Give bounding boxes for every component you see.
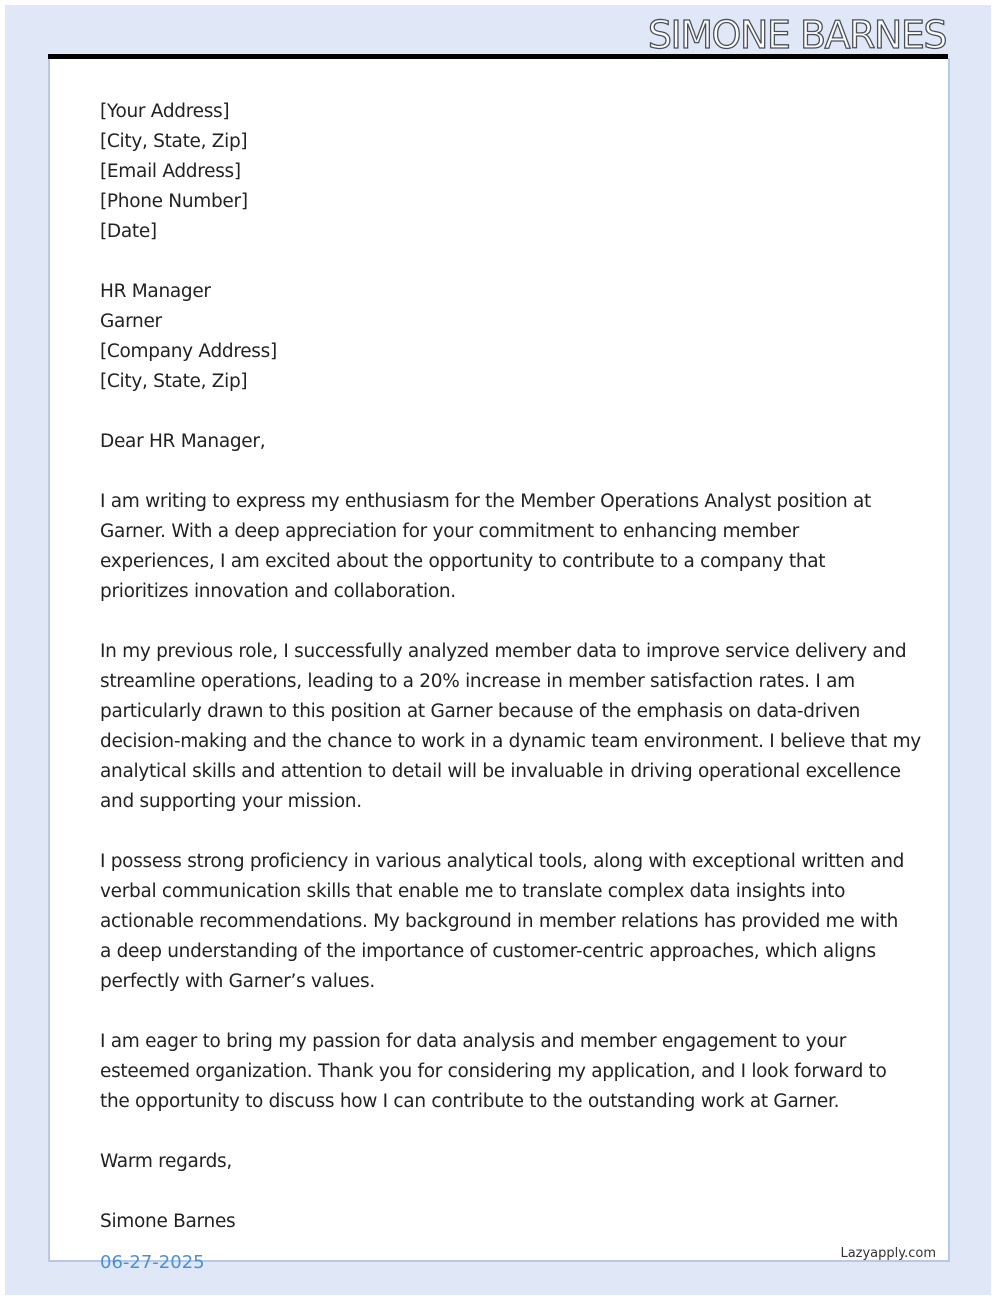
spacer — [100, 397, 900, 427]
paragraph-3 — [100, 847, 905, 997]
sender-address: [Your Address] — [100, 101, 230, 122]
paragraph-line: prioritizes innovation and collaboration. — [100, 581, 456, 602]
paragraph-line: verbal communication skills that enable me to translate complex data insights into — [100, 881, 846, 902]
paragraph-line: experiences, I am excited about the opportunity to contribute to a company that — [100, 551, 826, 572]
recipient-title: HR Manager — [100, 281, 211, 302]
sender-date: [Date] — [100, 221, 157, 242]
footer-date: 06-27-2025 — [100, 1252, 205, 1273]
paragraph-line: In my previous role, I successfully analyzed member data to improve service delivery and — [100, 641, 907, 662]
paragraph-2 — [100, 637, 921, 817]
sender-phone: [Phone Number] — [100, 191, 248, 212]
spacer — [100, 607, 900, 637]
applicant-name-header: SIMONE BARNES — [647, 13, 946, 57]
paragraph-line: a deep understanding of the importance of customer-centric approaches, which aligns — [100, 941, 876, 962]
recipient-company: Garner — [100, 311, 162, 332]
paragraph-line: particularly drawn to this position at Garner because of the emphasis on data-driven — [100, 701, 861, 722]
sender-email: [Email Address] — [100, 161, 241, 182]
paragraph-line: actionable recommendations. My background in member relations has provided me with — [100, 911, 899, 932]
paragraph-line: the opportunity to discuss how I can contribute to the outstanding work at Garner. — [100, 1091, 840, 1112]
recipient-address: [Company Address] — [100, 341, 277, 362]
paragraph-line: and supporting your mission. — [100, 791, 362, 812]
paragraph-line: perfectly with Garner’s values. — [100, 971, 375, 992]
paragraph-line: analytical skills and attention to detail will be invaluable in driving operational excellence — [100, 761, 901, 782]
recipient-block — [100, 277, 900, 397]
paragraph-line: I am writing to express my enthusiasm for the Member Operations Analyst position at — [100, 491, 871, 512]
paragraph-line: decision-making and the chance to work in a dynamic team environment. I believe that my — [100, 731, 921, 752]
closing: Warm regards, — [100, 1151, 232, 1172]
paragraph-line: I am eager to bring my passion for data analysis and member engagement to your — [100, 1031, 847, 1052]
spacer — [100, 1177, 900, 1207]
paragraph-4 — [100, 1027, 900, 1117]
brand-link[interactable]: Lazyapply.com — [840, 1246, 936, 1261]
recipient-city-state-zip: [City, State, Zip] — [100, 371, 248, 392]
spacer — [100, 1117, 900, 1147]
sender-city-state-zip: [City, State, Zip] — [100, 131, 248, 152]
spacer — [100, 997, 900, 1027]
paragraph-line: I possess strong proficiency in various analytical tools, along with exceptional written and — [100, 851, 905, 872]
spacer — [100, 817, 900, 847]
paragraph-1 — [100, 487, 900, 607]
paragraph-line: streamline operations, leading to a 20% increase in member satisfaction rates. I am — [100, 671, 855, 692]
signature: Simone Barnes — [100, 1211, 236, 1232]
spacer — [100, 457, 900, 487]
spacer — [100, 247, 900, 277]
sender-block — [100, 97, 900, 247]
salutation: Dear HR Manager, — [100, 431, 266, 452]
cover-letter-body — [100, 97, 921, 1237]
paragraph-line: esteemed organization. Thank you for considering my application, and I look forward to — [100, 1061, 887, 1082]
paragraph-line: Garner. With a deep appreciation for your commitment to enhancing member — [100, 521, 799, 542]
